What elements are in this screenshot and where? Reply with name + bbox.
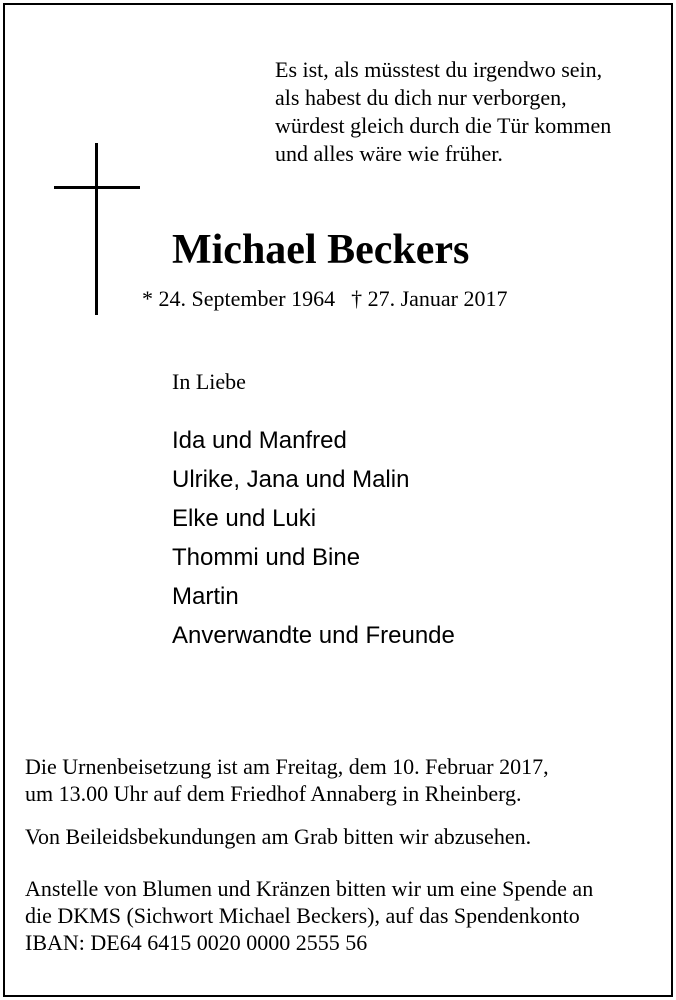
poem-line: und alles wäre wie früher. [275, 141, 503, 166]
donation-notice-line: Anstelle von Blumen und Kränzen bitten wir um eine Spende an [25, 876, 594, 901]
donation-iban-line: IBAN: DE64 6415 0020 0000 2555 56 [25, 930, 368, 955]
mourner-entry: Elke und Luki [172, 505, 317, 532]
deceased-name: Michael Beckers [172, 227, 470, 273]
cross-vertical-bar [95, 143, 98, 315]
funeral-notice [25, 753, 549, 807]
life-dates [142, 285, 508, 313]
donation-notice-line: die DKMS (Sichwort Michael Beckers), auf das Spendenkonto [25, 903, 580, 928]
poem-line: würdest gleich durch die Tür kommen [275, 113, 612, 138]
birth-date: * 24. September 1964 [142, 286, 336, 311]
mourner-entry: Anverwandte und Freunde [172, 622, 455, 649]
poem-line: als habest du dich nur verborgen, [275, 85, 567, 110]
condolence-notice [25, 823, 531, 850]
funeral-notice-line: um 13.00 Uhr auf dem Friedhof Annaberg in Rheinberg. [25, 781, 522, 806]
cross-horizontal-bar [54, 186, 140, 189]
farewell-text: In Liebe [172, 369, 246, 394]
mourner-entry: Thommi und Bine [172, 544, 361, 571]
funeral-notice-line: Die Urnenbeisetzung ist am Freitag, dem 10. Februar 2017, [25, 754, 549, 779]
mourner-entry: Ulrike, Jana und Malin [172, 466, 410, 493]
mourner-entry: Martin [172, 583, 239, 610]
donation-notice [25, 875, 593, 956]
mourner-entry: Ida und Manfred [172, 427, 347, 454]
poem-line: Es ist, als müsstest du irgendwo sein, [275, 57, 603, 82]
death-date: † 27. Januar 2017 [351, 286, 508, 311]
condolence-notice-line: Von Beileidsbekundungen am Grab bitten wir abzusehen. [25, 824, 532, 849]
poem [275, 56, 611, 168]
mourners-list [172, 421, 455, 655]
